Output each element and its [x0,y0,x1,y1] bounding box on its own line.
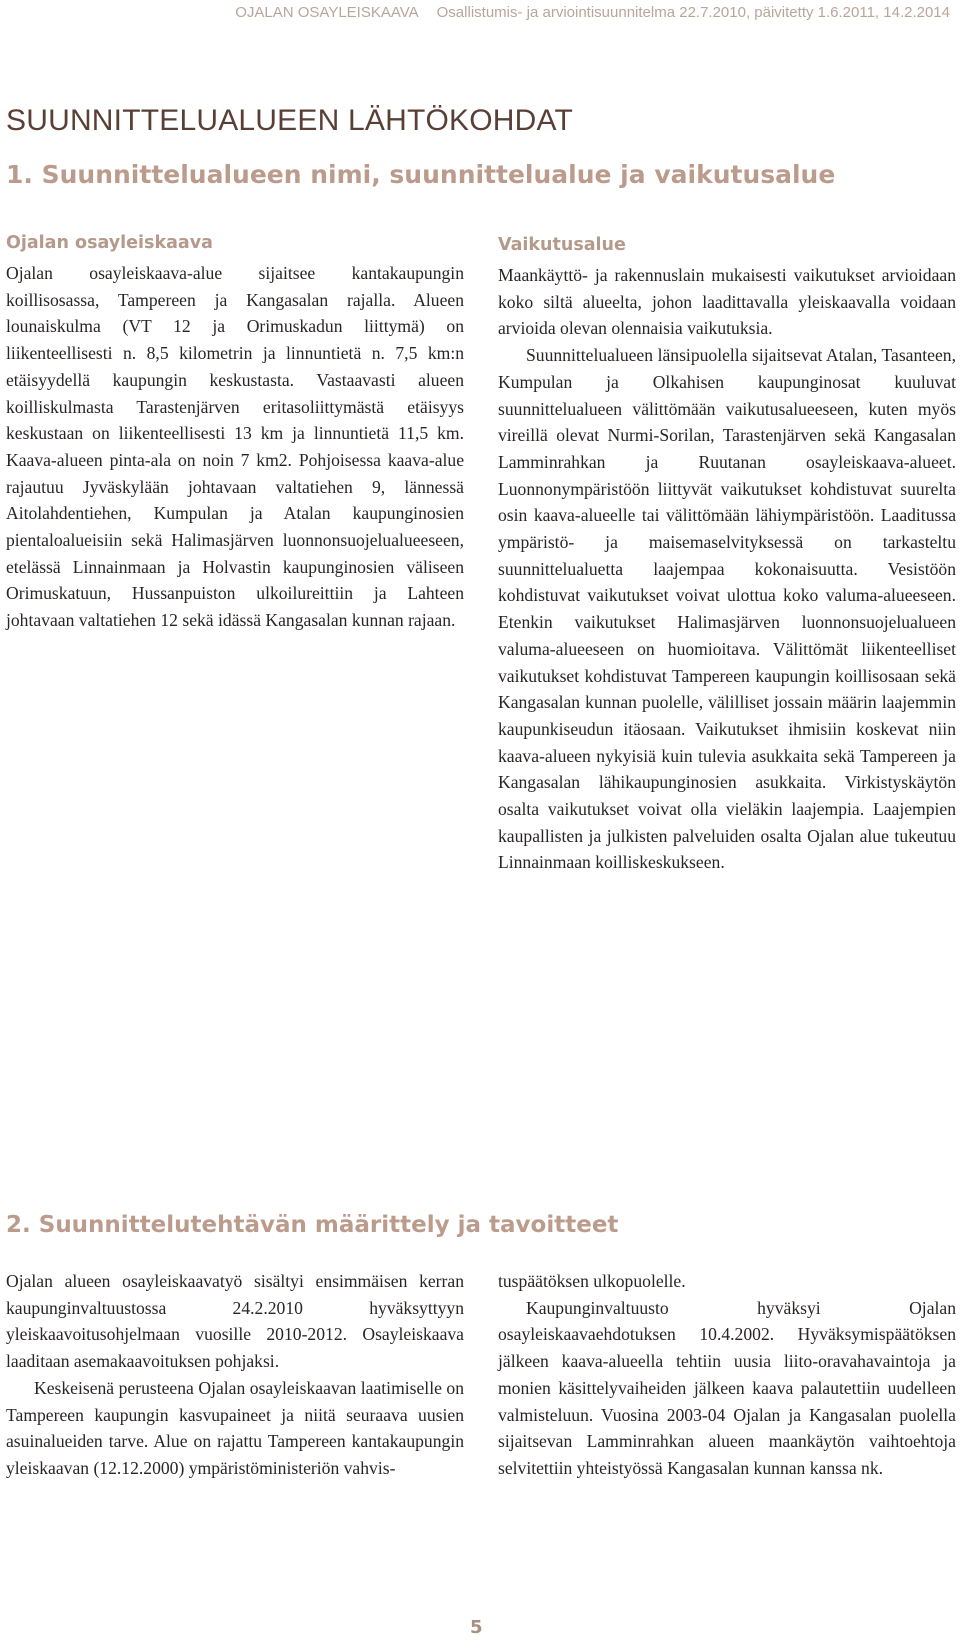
chapter-1-right-column [498,232,956,876]
paragraph: Ojalan osayleiskaava-alue sijaitsee kantakaupungin koillisosassa, Tampereen ja Kangasalan rajalla. Alueen lounaiskulma (VT 12 ja Orimuskadun liittymä) on liikenteellisesti n. 8,5 kilometrin ja linnuntietä n. 7,5 km:n etäisyydellä kaupungin keskustasta. Vastaavasti alueen koilliskulmasta Tarastenjärven eritasoliittymästä etäisyys keskustaan on liikenteellisesti 13 km ja linnuntietä 11,5 km. Kaava-alueen pinta-ala on noin 7 km2. Pohjoisessa kaava-alue rajautuu Jyväskylään johtavaan valtatiehen 9, lännessä Aitolahdentiehen, Kumpulan ja Atalan kaupunginosien pientaloalueisiin sekä Halimasjärven luonnonsuojelualueeseen, etelässä Linnainmaan ja Holvastin kaupunginosien väliseen Orimuskatuun, Hussanpuiston ulkoilureittiin ja Lahteen johtavaan valtatiehen 12 sekä idässä Kangasalan kunnan rajaan. [6,263,464,631]
paragraph: Kaupunginvaltuusto hyväksyi Ojalan osayleiskaavaehdotuksen 10.4.2002. Hyväksymispäätöksen jälkeen kaava-alueella tehtiin uusia liito-oravahavaintoja ja monien käsittelyvaiheiden jälkeen kaava palautettiin uudelleen valmisteluun. Vuosina 2003-04 Ojalan ja Kangasalan puolella sijaitsevan Lamminrahkan alueen maankäytön vaihtoehtoja selvitettiin yhteistyössä Kangasalan kunnan kanssa nk. [498,1297,956,1478]
subheading-vaikutusalue: Vaikutusalue [498,235,626,255]
subheading-ojalan-osayleiskaava: Ojalan osayleiskaava [6,233,213,253]
page-number: 5 [470,1617,483,1638]
document-subtitle: Osallistumis- ja arviointisuunnitelma 22.7.2010, päivitetty 1.6.2011, 14.2.2014 [436,4,950,21]
paragraph: Maankäyttö- ja rakennuslain mukaisesti vaikutukset arvioidaan koko siltä alueelta, johon laadittavalla yleiskaavalla voidaan arvioida olevan olennaisia vaikutuksia. [498,265,956,339]
chapter-2-left-column [6,1268,464,1482]
chapter-2-right-column [498,1268,956,1482]
section-heading: SUUNNITTELUALUEEN LÄHTÖKOHDAT [6,104,573,137]
chapter-2-heading: 2. Suunnittelutehtävän määrittely ja tavoitteet [6,1212,619,1238]
running-header [235,4,950,21]
paragraph: Keskeisenä perusteena Ojalan osayleiskaavan laatimiselle on Tampereen kaupungin kasvupaineet ja niitä seuraava uusien asuinalueiden tarve. Alue on rajattu Tampereen kantakaupungin yleiskaavan (12.12.2000) ympäristöministeriön vahvis- [6,1377,464,1478]
paragraph: Suunnittelualueen länsipuolella sijaitsevat Atalan, Tasanteen, Kumpulan ja Olkahisen kaupunginosat kuuluvat suunnittelualueen välittömään vaikutusalueeseen, kuten myös vireillä olevat Nurmi-Sorilan, Tarastenjärven sekä Kangasalan Lamminrahkan ja Ruutanan osayleiskaava-alueet. Luonnonympäristöön liittyvät vaikutukset kohdistuvat suurelta osin kaava-alueelle tai välittömään lähiympäristöön. Laaditussa ympäristö- ja maisemaselvityksessä on tarkasteltu suunnittelualuetta laajempaa kokonaisuutta. Vesistöön kohdistuvat vaikutukset voivat ulottua koko valuma-alueeseen. Etenkin vaikutukset Halimasjärven luonnonsuojelualueen valuma-alueeseen on huomioitava. Välittömät liikenteelliset vaikutukset kohdistuvat Tampereen kaupungin koillisosaan sekä Kangasalan kunnan puolelle, välilliset jossain määrin laajemmin kaupunkiseudun itäosaan. Vaikutukset ihmisiin koskevat niin kaava-alueen nykyisiä kuin tulevia asukkaita sekä Tampereen ja Kangasalan lähikaupunginosien asukkaita. Virkistyskäytön osalta vaikutukset voivat olla vieläkin laajempia. Laajempien kaupallisten ja julkisten palveluiden osalta Ojalan alue tukeutuu Linnainmaan koilliskeskukseen. [498,345,956,873]
paragraph: tuspäätöksen ulkopuolelle. [498,1271,686,1291]
paragraph: Ojalan alueen osayleiskaavatyö sisältyi ensimmäisen kerran kaupunginvaltuustossa 24.2.2010 hyväksyttyyn yleiskaavoitusohjelmaan vuosille 2010-2012. Osayleiskaava laaditaan asemakaavoituksen pohjaksi. [6,1271,464,1372]
document-title: OJALAN OSAYLEISKAAVA [235,4,419,21]
chapter-1-left-column [6,230,464,634]
chapter-1-heading: 1. Suunnittelualueen nimi, suunnittelualue ja vaikutusalue [6,160,836,189]
